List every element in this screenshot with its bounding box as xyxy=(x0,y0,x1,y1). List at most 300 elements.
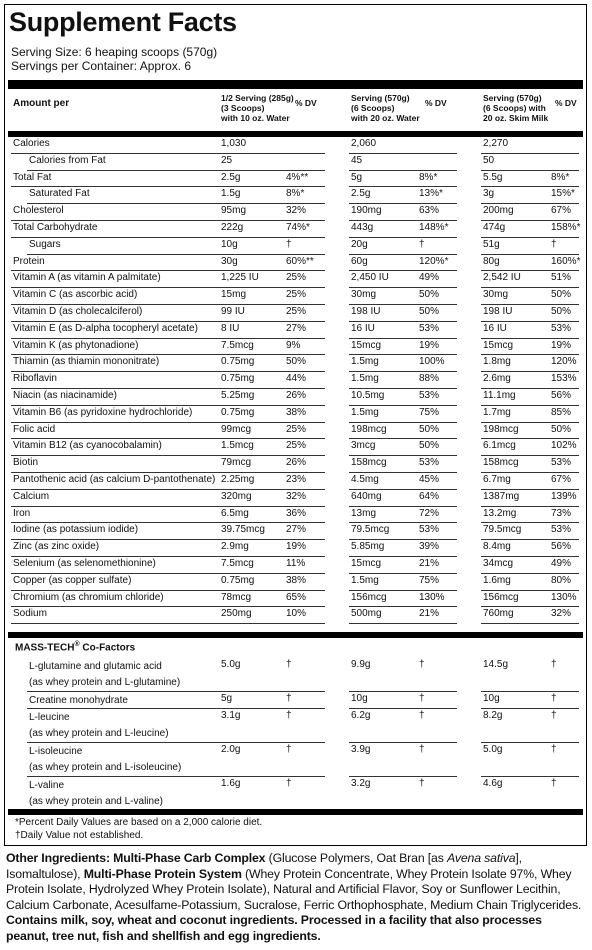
nutrient-row xyxy=(11,256,584,273)
row-rule xyxy=(481,254,579,255)
row-rule xyxy=(481,321,579,322)
nutrient-label: Selenium (as selenomethionine) xyxy=(13,558,156,569)
nutrient-row xyxy=(11,172,584,189)
dv-cell: 120%* xyxy=(419,255,449,267)
row-rule xyxy=(481,691,579,692)
carb-complex-text: (Glucose Polymers, Oat Bran [as xyxy=(265,851,447,865)
dv-cell: 44% xyxy=(286,373,307,385)
row-rule xyxy=(349,623,457,624)
dv-cell: 50% xyxy=(551,306,572,317)
row-rule xyxy=(219,506,325,507)
nutrient-row xyxy=(11,272,584,289)
amount-cell: 2.5g xyxy=(221,171,241,183)
row-rule xyxy=(219,489,325,490)
row-rule xyxy=(349,708,457,709)
dv-cell: 27% xyxy=(286,524,307,536)
row-rule xyxy=(219,556,325,557)
row-rule xyxy=(349,590,457,591)
nutrient-row xyxy=(11,558,584,575)
carb-complex-italic: Avena sativa xyxy=(447,851,516,865)
amount-cell: 1.8mg xyxy=(483,356,511,368)
nutrient-label: Folic acid xyxy=(13,423,56,435)
dv-cell: † xyxy=(419,744,425,755)
row-rule xyxy=(349,556,457,557)
row-rule xyxy=(349,489,457,490)
dv-cell: 21% xyxy=(419,558,440,569)
row-rule xyxy=(481,405,579,406)
amount-cell: 3.2g xyxy=(351,778,371,789)
dv-cell: 38% xyxy=(286,574,307,586)
row-rule xyxy=(481,455,579,456)
amount-cell: 250mg xyxy=(221,608,252,620)
cofactor-name: L-glutamine and glutamic acid xyxy=(29,661,162,672)
cofactor-row xyxy=(11,744,584,777)
dv-cell: 32% xyxy=(286,205,307,217)
dv-cell: 50% xyxy=(419,423,440,435)
row-rule xyxy=(219,472,325,473)
nutrient-row xyxy=(11,373,584,390)
row-rule xyxy=(219,455,325,456)
row-rule xyxy=(349,237,457,238)
dv-cell: † xyxy=(419,710,425,721)
dv-cell: 8%* xyxy=(551,171,570,183)
row-rule xyxy=(219,691,325,692)
row-rule xyxy=(219,186,325,187)
dv-cell: 56% xyxy=(551,541,572,553)
nutrient-label: Vitamin C (as ascorbic acid) xyxy=(13,289,138,301)
cofactor-source: (as whey protein and L-valine) xyxy=(29,796,163,807)
amount-cell: 8.2g xyxy=(483,710,503,721)
cofactor-row xyxy=(11,693,584,709)
dv-cell: 75% xyxy=(419,406,440,418)
supplement-facts-panel xyxy=(4,4,587,846)
dv-cell: 153% xyxy=(551,373,577,385)
thick-divider-top xyxy=(8,80,583,89)
row-rule xyxy=(27,742,219,743)
nutrient-label: Total Fat xyxy=(13,171,52,183)
column-header-line: with 20 oz. Water xyxy=(351,113,420,123)
cofactor-row xyxy=(11,778,584,811)
amount-cell: 1387mg xyxy=(483,490,520,502)
carb-complex-text-end: ], Isomaltulose), xyxy=(6,851,522,881)
row-rule xyxy=(349,338,457,339)
cofactor-row xyxy=(11,710,584,743)
dv-cell: 50% xyxy=(286,356,307,368)
amount-cell: 8.4mg xyxy=(483,541,511,553)
amount-cell: 13.2mg xyxy=(483,507,517,519)
amount-cell: 200mg xyxy=(483,205,514,217)
dv-cell: 25% xyxy=(286,289,307,301)
cofactor-name: L-leucine xyxy=(29,712,70,723)
cofactors-brand: MASS-TECH xyxy=(15,642,75,654)
dv-cell: 100% xyxy=(419,356,445,368)
nutrient-label: Chromium (as chromium chloride) xyxy=(13,591,164,603)
dv-cell: 67% xyxy=(551,474,572,485)
amount-cell: 1.5mg xyxy=(351,574,379,586)
row-rule xyxy=(481,153,579,154)
nutrient-row xyxy=(11,440,584,457)
amount-cell: 443g xyxy=(351,222,374,233)
amount-cell: 5g xyxy=(221,693,233,704)
row-rule xyxy=(219,776,325,777)
nutrient-label: Vitamin B6 (as pyridoxine hydrochloride) xyxy=(13,406,193,418)
row-rule xyxy=(481,186,579,187)
amount-cell: 80g xyxy=(483,255,500,267)
row-rule xyxy=(219,438,325,439)
amount-cell: 0.75mg xyxy=(221,373,255,385)
nutrient-row xyxy=(11,491,584,508)
column-header-line: (6 Scoops) with xyxy=(483,103,546,113)
nutrient-row xyxy=(11,205,584,222)
nutrient-row xyxy=(11,188,584,205)
nutrient-label: Thiamin (as thiamin mononitrate) xyxy=(13,356,160,368)
amount-cell: 2.6mg xyxy=(483,373,511,385)
row-rule xyxy=(349,287,457,288)
amount-cell: 10g xyxy=(221,238,238,250)
amount-cell: 1,030 xyxy=(221,138,247,149)
amount-cell: 95mg xyxy=(221,205,247,217)
column-header-line: 1/2 Serving (285g) xyxy=(221,93,294,103)
dv-cell: 53% xyxy=(419,457,440,469)
row-rule xyxy=(349,270,457,271)
cofactor-name: L-isoleucine xyxy=(29,746,83,757)
row-rule xyxy=(349,371,457,372)
dv-cell: 53% xyxy=(551,322,572,334)
row-rule xyxy=(11,220,219,221)
dv-cell: † xyxy=(419,778,425,789)
dv-cell: 25% xyxy=(286,306,307,317)
row-rule xyxy=(219,153,325,154)
nutrient-label: Copper (as copper sulfate) xyxy=(13,574,132,586)
amount-cell: 640mg xyxy=(351,490,382,502)
amount-cell: 9.9g xyxy=(351,659,371,670)
dv-cell: 56% xyxy=(551,390,572,401)
cofactor-source: (as whey protein and L-leucine) xyxy=(29,728,169,739)
nutrient-label: Vitamin B12 (as cyanocobalamin) xyxy=(13,440,162,452)
amount-cell: 198 IU xyxy=(351,306,381,317)
nutrient-label: Vitamin A (as vitamin A palmitate) xyxy=(13,272,161,284)
row-rule xyxy=(481,590,579,591)
amount-cell: 30g xyxy=(221,255,238,267)
amount-cell: 8 IU xyxy=(221,322,240,334)
column-header-half-water xyxy=(221,93,294,123)
row-rule xyxy=(219,371,325,372)
row-rule xyxy=(349,203,457,204)
amount-cell: 60g xyxy=(351,255,368,267)
row-rule xyxy=(11,489,219,490)
amount-cell: 760mg xyxy=(483,608,514,620)
amount-cell: 10g xyxy=(351,693,368,704)
amount-cell: 79.5mcg xyxy=(351,524,390,536)
amount-cell: 2.5g xyxy=(351,188,371,200)
amount-cell: 158mcg xyxy=(351,457,387,469)
row-rule xyxy=(11,388,219,389)
thick-divider-cofactors xyxy=(8,632,583,638)
amount-cell: 198mcg xyxy=(351,423,387,435)
row-rule xyxy=(349,354,457,355)
nutrient-label: Pantothenic acid (as calcium D-pantothenate) xyxy=(13,474,216,485)
row-rule xyxy=(481,237,579,238)
column-header-line: (6 Scoops) xyxy=(351,103,395,113)
amount-cell: 222g xyxy=(221,222,244,233)
nutrient-row xyxy=(11,155,584,172)
nutrient-label: Niacin (as niacinamide) xyxy=(13,390,117,401)
row-rule xyxy=(349,254,457,255)
nutrient-row xyxy=(11,424,584,441)
cofactor-label xyxy=(29,710,169,742)
amount-cell: 0.75mg xyxy=(221,356,255,368)
amount-cell: 3.1g xyxy=(221,710,241,721)
dv-cell: 49% xyxy=(419,272,440,284)
row-rule xyxy=(219,708,325,709)
row-rule xyxy=(11,590,219,591)
nutrient-row xyxy=(11,474,584,491)
amount-cell: 99mcg xyxy=(221,423,252,435)
amount-cell: 0.75mg xyxy=(221,406,255,418)
dv-cell: 50% xyxy=(419,440,440,452)
amount-cell: 474g xyxy=(483,222,506,233)
row-rule xyxy=(11,438,219,439)
dv-cell: 88% xyxy=(419,373,440,385)
dv-cell: 11% xyxy=(286,558,306,569)
cofactor-name: Creatine monohydrate xyxy=(29,695,128,706)
row-rule xyxy=(219,539,325,540)
dv-cell: 26% xyxy=(286,390,307,401)
row-rule xyxy=(219,422,325,423)
row-rule xyxy=(11,422,219,423)
column-header-milk xyxy=(483,93,548,123)
nutrient-label: Calories from Fat xyxy=(29,154,106,166)
amount-cell: 11.1mg xyxy=(483,390,516,401)
cofactor-label xyxy=(29,659,180,691)
nutrient-label: Zinc (as zinc oxide) xyxy=(13,541,100,553)
dv-cell: 53% xyxy=(419,322,440,334)
amount-cell: 78mcg xyxy=(221,591,252,603)
amount-cell: 16 IU xyxy=(483,322,507,334)
nutrient-label: Vitamin D (as cholecalciferol) xyxy=(13,306,143,317)
protein-system-label: Multi-Phase Protein System xyxy=(83,866,242,881)
row-rule xyxy=(481,287,579,288)
nutrient-label: Iodine (as potassium iodide) xyxy=(13,524,139,536)
nutrient-label: Cholesterol xyxy=(13,205,64,217)
amount-cell: 1.5g xyxy=(221,188,241,200)
amount-cell: 5g xyxy=(351,171,363,183)
row-rule xyxy=(219,304,325,305)
nutrient-label: Protein xyxy=(13,255,45,267)
amount-cell: 25 xyxy=(221,154,233,166)
cofactor-source: (as whey protein and L-glutamine) xyxy=(29,677,181,688)
row-rule xyxy=(349,539,457,540)
row-rule xyxy=(27,254,219,255)
row-rule xyxy=(349,742,457,743)
amount-cell: 6.7mg xyxy=(483,474,511,485)
amount-cell: 3mcg xyxy=(351,440,376,452)
amount-cell: 4.6g xyxy=(483,778,503,789)
row-rule xyxy=(27,776,219,777)
nutrient-row xyxy=(11,524,584,541)
row-rule xyxy=(11,606,219,607)
dv-cell: 60%** xyxy=(286,255,314,267)
column-header-line: (3 Scoops) xyxy=(221,103,265,113)
dv-cell: 32% xyxy=(551,608,572,620)
amount-cell: 79.5mcg xyxy=(483,524,522,536)
dv-cell: 50% xyxy=(551,289,572,301)
nutrient-label: Vitamin E (as D-alpha tocopheryl acetate) xyxy=(13,322,198,334)
footnote-not-established: †Daily Value not established. xyxy=(15,830,144,841)
row-rule xyxy=(481,472,579,473)
row-rule xyxy=(349,472,457,473)
row-rule xyxy=(481,573,579,574)
row-rule xyxy=(11,354,219,355)
row-rule xyxy=(481,338,579,339)
amount-cell: 13mg xyxy=(351,507,377,519)
row-rule xyxy=(11,237,219,238)
row-rule xyxy=(349,776,457,777)
cofactor-label xyxy=(29,744,181,776)
amount-cell: 198mcg xyxy=(483,423,519,435)
dv-cell: 120% xyxy=(551,356,577,368)
dv-cell: 10% xyxy=(286,608,307,620)
row-rule xyxy=(219,742,325,743)
cofactor-label xyxy=(29,693,128,709)
row-rule xyxy=(11,153,219,154)
dv-cell: 27% xyxy=(286,322,307,334)
amount-cell: 1.5mg xyxy=(351,406,379,418)
row-rule xyxy=(349,606,457,607)
row-rule xyxy=(219,254,325,255)
dv-cell: 102% xyxy=(551,440,577,452)
dv-cell: 80% xyxy=(551,574,572,586)
amount-cell: 156mcg xyxy=(351,591,387,603)
row-rule xyxy=(349,522,457,523)
dv-cell: 8%* xyxy=(286,188,305,200)
amount-cell: 7.5mcg xyxy=(221,339,254,351)
nutrient-label: Sodium xyxy=(13,608,47,620)
amount-cell: 39.75mcg xyxy=(221,524,265,536)
dv-cell: 50% xyxy=(419,306,440,317)
dv-cell: † xyxy=(286,710,292,721)
row-rule xyxy=(219,237,325,238)
carb-complex-label: Multi-Phase Carb Complex xyxy=(113,851,266,865)
dv-cell: 73% xyxy=(551,507,572,519)
dv-header: % DV xyxy=(555,98,577,108)
row-rule xyxy=(481,522,579,523)
amount-cell: 5.0g xyxy=(221,659,241,670)
cofactor-name: L-valine xyxy=(29,780,65,791)
amount-cell: 15mcg xyxy=(351,558,382,569)
amount-cell: 2.25mg xyxy=(221,474,255,485)
dv-cell: 130% xyxy=(419,591,445,603)
nutrient-label: Calcium xyxy=(13,490,50,502)
amount-cell: 14.5g xyxy=(483,659,509,670)
row-rule xyxy=(481,371,579,372)
allergen-statement: Contains milk, soy, wheat and coconut ingredients. Processed in a facility that also processes peanut, tree nut, fish and shellfish and egg ingredients. xyxy=(6,913,542,943)
amount-cell: 6.5mg xyxy=(221,507,249,519)
row-rule xyxy=(27,691,219,692)
dv-cell: 67% xyxy=(551,205,572,217)
row-rule xyxy=(349,455,457,456)
row-rule xyxy=(481,438,579,439)
row-rule xyxy=(11,506,219,507)
amount-cell: 99 IU xyxy=(221,306,245,317)
amount-cell: 79mcg xyxy=(221,457,252,469)
other-ingredients xyxy=(6,851,586,944)
dv-cell: 72% xyxy=(419,507,440,519)
row-rule xyxy=(349,220,457,221)
row-rule xyxy=(481,556,579,557)
row-rule xyxy=(11,338,219,339)
amount-cell: 3g xyxy=(483,188,495,200)
amount-cell: 2,450 IU xyxy=(351,272,389,284)
amount-cell: 5.5g xyxy=(483,171,503,183)
row-rule xyxy=(11,472,219,473)
row-rule xyxy=(11,556,219,557)
dv-cell: 139% xyxy=(551,490,577,502)
amount-cell: 5.25mg xyxy=(221,390,255,401)
amount-cell: 2,542 IU xyxy=(483,272,521,284)
column-header-line: with 10 oz. Water xyxy=(221,113,290,123)
nutrient-row xyxy=(11,457,584,474)
nutrient-label: Riboflavin xyxy=(13,373,57,385)
dv-cell: † xyxy=(551,659,557,670)
dv-cell: 49% xyxy=(551,558,572,569)
dv-cell: 160%* xyxy=(551,255,581,267)
row-rule xyxy=(219,405,325,406)
row-rule xyxy=(11,287,219,288)
dv-cell: 50% xyxy=(551,423,572,435)
dv-cell: 8%* xyxy=(419,171,438,183)
dv-cell: 21% xyxy=(419,608,440,620)
row-rule xyxy=(481,422,579,423)
column-header-water xyxy=(351,93,420,123)
row-rule xyxy=(11,455,219,456)
row-rule xyxy=(11,270,219,271)
row-rule xyxy=(219,287,325,288)
amount-cell: 156mcg xyxy=(483,591,519,603)
amount-cell: 6.2g xyxy=(351,710,371,721)
dv-cell: 148%* xyxy=(419,222,449,233)
row-rule xyxy=(481,388,579,389)
thick-divider-footnotes xyxy=(8,809,583,815)
dv-cell: † xyxy=(419,238,425,250)
row-rule xyxy=(11,623,219,624)
row-rule xyxy=(481,506,579,507)
amount-cell: 0.75mg xyxy=(221,574,255,586)
dv-cell: 9% xyxy=(286,339,301,351)
nutrient-row xyxy=(11,575,584,592)
dv-cell: 45% xyxy=(419,474,440,485)
dv-cell: † xyxy=(419,693,425,704)
dv-cell: 53% xyxy=(419,390,440,401)
dv-cell: 63% xyxy=(419,205,440,217)
row-rule xyxy=(11,321,219,322)
row-rule xyxy=(219,590,325,591)
amount-cell: 2.9mg xyxy=(221,541,249,553)
amount-cell: 1.5mg xyxy=(351,356,379,368)
nutrient-label: Biotin xyxy=(13,457,39,469)
amount-cell: 16 IU xyxy=(351,322,375,334)
cofactor-source: (as whey protein and L-isoleucine) xyxy=(29,762,182,773)
row-rule xyxy=(219,623,325,624)
row-rule xyxy=(349,691,457,692)
row-rule xyxy=(11,304,219,305)
row-rule xyxy=(481,623,579,624)
column-header-line: Serving (570g) xyxy=(483,93,542,103)
dv-cell: † xyxy=(551,778,557,789)
row-rule xyxy=(27,708,219,709)
dv-cell: † xyxy=(286,238,292,250)
row-rule xyxy=(349,388,457,389)
